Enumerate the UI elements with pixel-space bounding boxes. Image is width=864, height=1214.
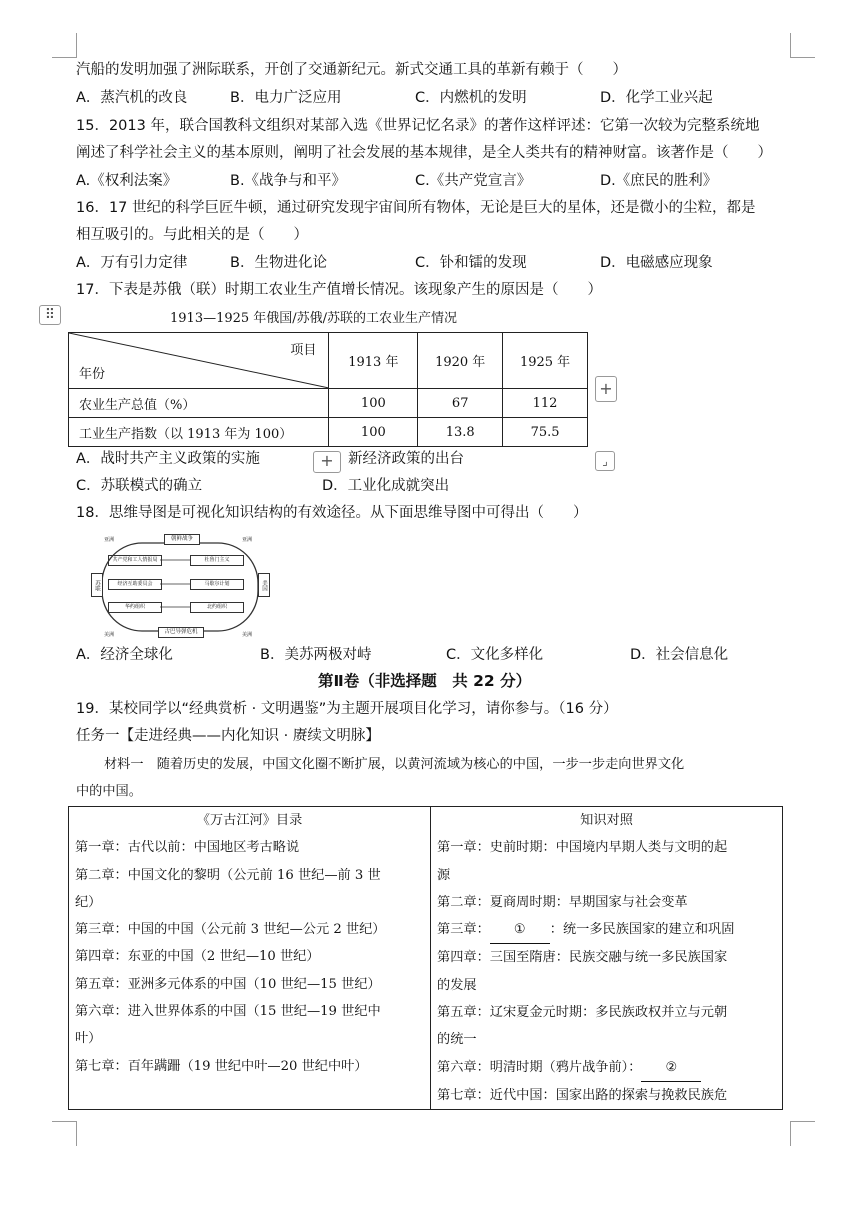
list-item: 第七章：百年蹒跚（19 世纪中叶—20 世纪中叶）: [75, 1058, 368, 1074]
q15-line2: 阐述了科学社会主义的基本原则，阐明了社会发展的基本规律，是全人类共有的精神财富。该著作是（ ）: [76, 145, 772, 161]
q19-stem: 19．某校同学以“经典赏析 · 文明遇鉴”为主题开展项目化学习，请你参与。（16 分）: [76, 701, 618, 717]
q14-option-a: A．蒸汽机的改良: [76, 90, 188, 106]
q17-col-1913: 1913 年: [329, 333, 418, 389]
crop-mark-top-left: [52, 33, 77, 58]
q17-option-a: A．战时共产主义政策的实施: [76, 451, 260, 467]
mindmap-left-box: 华约组织: [108, 602, 162, 613]
q16-option-b: B．生物进化论: [230, 255, 327, 271]
q16-line1: 16．17 世纪的科学巨匠牛顿，通过研究发现宇宙间所有物体，无论是巨大的星体，还是微小的尘粒，都是: [76, 200, 756, 216]
list-item: 第二章：中国文化的黎明（公元前 16 世纪—前 3 世: [75, 867, 381, 883]
q17-cell: 67: [418, 389, 503, 418]
table-row: [69, 418, 588, 447]
mindmap-right-box: 马歇尔计划: [190, 579, 244, 590]
q17-cell: 100: [329, 389, 418, 418]
mindmap-corner-label: 美洲: [104, 632, 115, 638]
q17-cell: 112: [503, 389, 588, 418]
mindmap-right-box: 北约组织: [190, 602, 244, 613]
list-item: [437, 916, 776, 944]
list-item: 第六章：进入世界体系的中国（15 世纪—19 世纪中: [75, 1004, 381, 1020]
q14-option-b: B．电力广泛应用: [230, 90, 342, 106]
q19-ch3-prefix: 第三章：: [437, 922, 490, 938]
mindmap-top-node: 朝鲜战争: [164, 534, 200, 545]
q17-option-b: 新经济政策的出台: [348, 451, 464, 467]
q17-row-label: 工业生产指数（以 1913 年为 100）: [69, 418, 329, 447]
q19-ch3-suffix: ：统一多民族国家的建立和巩固: [549, 922, 735, 938]
mindmap-bottom-node: 古巴导弹危机: [158, 627, 204, 638]
q17-row-label: 农业生产总值（%）: [69, 389, 329, 418]
q17-option-c: C．苏联模式的确立: [76, 478, 203, 494]
add-column-button[interactable]: +: [595, 376, 617, 402]
q19-right-title: 知识对照: [580, 813, 633, 828]
q15-option-b: B.《战争与和平》: [230, 173, 347, 189]
q18-mindmap: [90, 533, 270, 641]
part2-title: 第Ⅱ卷（非选择题 共 22 分）: [318, 672, 532, 690]
mindmap-left-box: 经济互助委员会: [108, 579, 162, 590]
q16-option-a: A．万有引力定律: [76, 255, 188, 271]
q18-option-b: B．美苏两极对峙: [260, 647, 372, 663]
q16-line2: 相互吸引的。与此相关的是（ ）: [76, 227, 308, 243]
q18-option-c: C．文化多样化: [446, 647, 544, 663]
list-item: 第二章：夏商周时期：早期国家与社会变革: [437, 894, 688, 910]
q19-right-column: [431, 807, 783, 1110]
q18-option-a: A．经济全球化: [76, 647, 173, 663]
mindmap-left-node: 苏联: [91, 573, 103, 597]
add-row-button[interactable]: +: [313, 451, 341, 473]
q15-option-c: C.《共产党宣言》: [415, 173, 532, 189]
q14-stem: 汽船的发明加强了洲际联系，开创了交通新纪元。新式交通工具的革新有赖于（ ）: [76, 62, 627, 78]
q15-option-d: D.《庶民的胜利》: [600, 173, 718, 189]
list-item: 第一章：古代以前：中国地区考古略说: [75, 840, 300, 856]
list-item: 第四章：东亚的中国（2 世纪—10 世纪）: [75, 949, 320, 965]
q15-option-a: A.《权利法案》: [76, 173, 178, 189]
table-drag-handle-icon[interactable]: ⠿: [39, 305, 61, 325]
list-item: 的统一: [437, 1032, 477, 1048]
table-resize-icon[interactable]: ⌟: [595, 451, 615, 471]
q17-col-1925: 1925 年: [503, 333, 588, 389]
mindmap-corner-label: 美洲: [242, 632, 253, 638]
q17-header-year: 年份: [79, 367, 106, 382]
table-row: [69, 389, 588, 418]
list-item: 第四章：三国至隋唐：民族交融与统一多民族国家: [437, 950, 728, 966]
list-item: [437, 1054, 776, 1082]
blank-2[interactable]: ②: [641, 1054, 701, 1082]
q17-cell: 75.5: [503, 418, 588, 447]
q17-header-item: 项目: [290, 343, 317, 358]
list-item: 第五章：辽宋夏金元时期：多民族政权并立与元朝: [437, 1005, 728, 1021]
q15-line1: 15．2013 年，联合国教科文组织对某部入选《世界记忆名录》的著作这样评述：它第一次较为完整系统地: [76, 118, 760, 134]
q17-table: [68, 332, 588, 447]
q19-table: [68, 806, 783, 1110]
mindmap-corner-label: 亚洲: [104, 537, 115, 543]
list-item: 第五章：亚洲多元体系的中国（10 世纪—15 世纪）: [75, 976, 381, 992]
q16-option-d: D．电磁感应现象: [600, 255, 713, 271]
list-item: 源: [437, 867, 451, 883]
q19-material1-line2: 中的中国。: [76, 784, 142, 799]
q17-cell: 13.8: [418, 418, 503, 447]
q14-option-d: D．化学工业兴起: [600, 90, 713, 106]
mindmap-right-node: 美国: [258, 573, 270, 597]
q18-option-d: D．社会信息化: [630, 647, 729, 663]
q17-col-1920: 1920 年: [418, 333, 503, 389]
mindmap-right-box: 杜鲁门主义: [190, 555, 244, 566]
q17-stem: 17．下表是苏俄（联）时期工农业生产值增长情况。该现象产生的原因是（ ）: [76, 282, 602, 298]
crop-mark-bottom-left: [52, 1121, 77, 1146]
list-item: 叶）: [75, 1031, 102, 1047]
q18-stem: 18．思维导图是可视化知识结构的有效途径。从下面思维导图中可得出（ ）: [76, 505, 588, 521]
list-item: 纪）: [75, 894, 102, 910]
q17-cell: 100: [329, 418, 418, 447]
blank-1[interactable]: ①: [490, 916, 550, 944]
q19-material1-line1: 材料一 随着历史的发展，中国文化圈不断扩展，以黄河流域为核心的中国，一步一步走向世界文化: [104, 757, 685, 772]
q19-left-title: 《万古江河》目录: [196, 813, 303, 828]
q14-option-c: C．内燃机的发明: [415, 90, 527, 106]
q19-ch6-prefix: 第六章：明清时期（鸦片战争前）：: [437, 1059, 642, 1075]
mindmap-corner-label: 亚洲: [242, 537, 253, 543]
list-item: 第三章：中国的中国（公元前 3 世纪—公元 2 世纪）: [75, 922, 386, 938]
crop-mark-top-right: [790, 33, 815, 58]
q16-option-c: C．钋和镭的发现: [415, 255, 527, 271]
crop-mark-bottom-right: [790, 1121, 815, 1146]
q17-option-d: D．工业化成就突出: [322, 478, 450, 494]
q17-header-diagonal-cell: [69, 333, 329, 389]
mindmap-left-box: 共产党和工人情报局: [108, 555, 162, 566]
q17-table-title: 1913—1925 年俄国/苏俄/苏联的工农业生产情况: [170, 311, 458, 326]
q19-task1: 任务一【走进经典——内化知识 · 赓续文明脉】: [76, 728, 380, 744]
list-item: 的发展: [437, 977, 477, 993]
list-item: 第一章：史前时期：中国境内早期人类与文明的起: [437, 840, 728, 856]
list-item: 第七章：近代中国：国家出路的探索与挽救民族危: [437, 1087, 728, 1103]
q19-left-column: [69, 807, 431, 1110]
